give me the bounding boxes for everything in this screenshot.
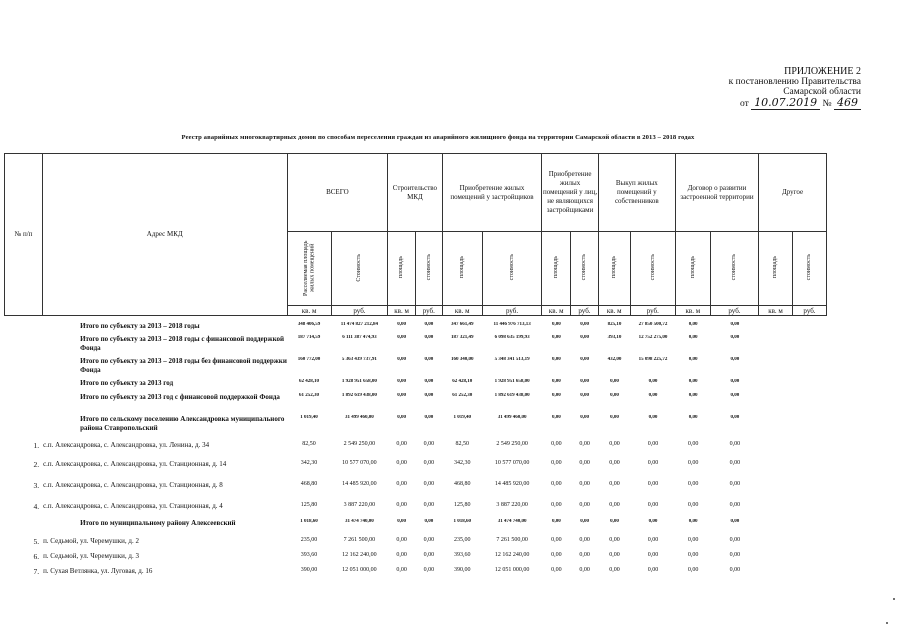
row-address: Итого по субъекту за 2013 – 2018 годы с финансовой поддержкой Фонда [80, 335, 285, 352]
row-value-cell: 0,00 [648, 519, 658, 524]
unit-rub: руб. [415, 306, 442, 316]
row-empty-cell [759, 552, 793, 567]
row-empty-cell [759, 393, 793, 415]
row-value-cell: 0,00 [687, 481, 699, 487]
row-value-cell: 0,00 [730, 322, 740, 327]
row-value-cell: 235,00 [300, 537, 318, 543]
row-value-cell: 0,00 [610, 379, 619, 384]
row-number [4, 393, 42, 415]
register-header-table [4, 153, 827, 316]
appendix-block [729, 67, 861, 109]
scan-speck [886, 622, 888, 624]
row-empty-cell [793, 415, 827, 441]
row-value-cell: 0,00 [687, 537, 699, 543]
row-value-cell: 11 474 827 212,84 [340, 322, 379, 327]
group-construction-header: Строительство МКД [388, 154, 442, 232]
row-value-cell: 1 019,40 [300, 415, 318, 420]
row-value-cell: 0,00 [610, 393, 619, 398]
row-value-cell: 1 018,60 [300, 519, 318, 524]
row-value-cell: 390,00 [454, 567, 471, 573]
row-number: 1. [33, 441, 40, 450]
row-value-cell: 82,50 [455, 441, 469, 447]
address-header: Адрес МКД [43, 154, 288, 316]
row-value-cell: 0,00 [551, 379, 561, 384]
subheader-cost: стоимость [710, 232, 758, 306]
row-empty-cell [793, 441, 827, 460]
row-value-cell: 5 363 439 737,91 [341, 357, 377, 362]
row-value-cell: 0,00 [688, 357, 698, 362]
row-empty-cell [759, 481, 793, 502]
row-value-cell: 0,00 [579, 441, 590, 447]
row-value-cell: 0,00 [688, 393, 698, 398]
row-number [4, 519, 42, 537]
row-address: Итого по субъекту за 2013 – 2018 годы без финансовой поддержки Фонда [80, 357, 287, 374]
row-value-cell: 0,00 [729, 502, 741, 508]
row-value-cell: 0,00 [609, 567, 620, 573]
row-value-cell: 14 485 920,00 [342, 481, 377, 487]
unit-rub: руб. [331, 306, 388, 316]
row-empty-cell [793, 502, 827, 519]
row-number: 5. [33, 537, 40, 546]
subheader-area: площадь [388, 232, 416, 306]
subheader-area: площадь [442, 232, 482, 306]
row-value-cell: 0,00 [397, 357, 406, 362]
row-value-cell: 62 428,10 [452, 379, 473, 384]
row-value-cell: 0,00 [396, 441, 407, 447]
row-value-cell: 31 499 460,00 [345, 415, 374, 420]
group-developers-header: Приобретение жилых помещений у застройщиков [442, 154, 542, 232]
row-value-cell: 160 340,00 [451, 357, 474, 362]
row-value-cell: 0,00 [580, 322, 590, 327]
unit-m: кв. м [388, 306, 416, 316]
row-value-cell: 1 018,60 [453, 519, 471, 524]
row-value-cell: 0,00 [648, 379, 658, 384]
row-value-cell: 0,00 [609, 502, 620, 508]
row-value-cell: 0,00 [579, 502, 590, 508]
row-value-cell: 0,00 [730, 519, 740, 524]
row-value-cell: 12 162 240,00 [494, 552, 530, 558]
row-value-cell: 393,10 [607, 335, 622, 340]
row-value-cell: 0,00 [609, 481, 620, 487]
row-empty-cell [793, 335, 827, 357]
row-value-cell: 0,00 [580, 379, 590, 384]
row-empty-cell [759, 537, 793, 552]
row-value-cell: 0,00 [423, 460, 435, 466]
row-address: Итого по субъекту за 2013 год [80, 379, 174, 387]
appendix-line-2: Самарской области [783, 87, 861, 97]
subheader-cost: стоимость [415, 232, 442, 306]
row-value-cell: 5 348 341 513,19 [494, 357, 530, 362]
row-value-cell: 0,00 [729, 460, 741, 466]
subheader-area: площадь [675, 232, 710, 306]
row-address: с.п. Александровка, с. Александровка, ул. Станционная, д. 8 [43, 481, 223, 489]
row-value-cell: 348 406,59 [297, 322, 321, 327]
appendix-title: ПРИЛОЖЕНИЕ 2 [784, 66, 861, 77]
subheader-area: площадь [759, 232, 793, 306]
row-value-cell: 0,00 [688, 379, 698, 384]
row-value-cell: 6 111 387 474,93 [342, 335, 377, 340]
row-number [4, 322, 42, 335]
row-value-cell: 0,00 [423, 537, 435, 543]
row-value-cell: 1 892 619 438,00 [341, 393, 377, 398]
total-row [4, 393, 827, 415]
row-value-cell: 2 549 250,00 [343, 441, 376, 447]
row-value-cell: 393,60 [454, 552, 471, 558]
row-value-cell: 0,00 [551, 335, 561, 340]
row-value-cell: 0,00 [424, 519, 434, 524]
row-value-cell: 0,00 [687, 502, 699, 508]
group-other-header: Другое [759, 154, 827, 232]
num-header: № п/п [5, 154, 43, 316]
row-value-cell: 0,00 [423, 481, 435, 487]
row-value-cell: 0,00 [729, 567, 741, 573]
table-row [4, 441, 827, 460]
row-value-cell: 12 752 275,00 [638, 335, 668, 340]
table-row [4, 502, 827, 519]
row-value-cell: 0,00 [551, 357, 561, 362]
row-value-cell: 0,00 [609, 537, 620, 543]
row-value-cell: 0,00 [647, 537, 659, 543]
row-value-cell: 62 428,10 [299, 379, 319, 384]
row-value-cell: 0,00 [423, 502, 435, 508]
row-value-cell: 187 321,49 [451, 335, 474, 340]
group-buyout-header: Выкуп жилых помещений у собственников [598, 154, 675, 232]
row-value-cell: 0,00 [729, 441, 741, 447]
row-value-cell: 0,00 [579, 481, 590, 487]
row-value-cell: 12 162 240,00 [342, 552, 377, 558]
row-empty-cell [759, 502, 793, 519]
row-value-cell: 0,00 [551, 552, 562, 558]
row-value-cell: 0,00 [729, 537, 741, 543]
row-value-cell: 0,00 [688, 415, 698, 420]
group-total-header: ВСЕГО [287, 154, 388, 232]
row-value-cell: 0,00 [729, 552, 741, 558]
row-value-cell: 0,00 [647, 502, 659, 508]
row-value-cell: 0,00 [396, 537, 407, 543]
row-value-cell: 0,00 [688, 519, 698, 524]
row-value-cell: 0,00 [397, 393, 406, 398]
row-value-cell: 61 252,30 [299, 393, 319, 398]
row-value-cell: 0,00 [609, 441, 620, 447]
row-value-cell: 0,00 [551, 322, 561, 327]
row-value-cell: 3 887 220,00 [343, 502, 376, 508]
row-value-cell: 0,00 [647, 481, 659, 487]
row-value-cell: 342,30 [300, 460, 318, 466]
row-empty-cell [793, 519, 827, 537]
row-value-cell: 0,00 [397, 519, 406, 524]
row-value-cell: 0,00 [397, 379, 406, 384]
row-address: п. Седьмой, ул. Черемушки, д. 2 [43, 537, 139, 545]
subheader-cost: стоимость [482, 232, 542, 306]
row-value-cell: 0,00 [579, 537, 590, 543]
row-value-cell: 82,50 [302, 441, 316, 447]
total-row [4, 335, 827, 357]
subheader-area: площадь [542, 232, 571, 306]
row-value-cell: 390,00 [300, 567, 318, 573]
row-value-cell: 0,00 [688, 335, 698, 340]
unit-rub: руб. [630, 306, 675, 316]
subheader-cost: стоимость [792, 232, 826, 306]
row-value-cell: 0,00 [424, 393, 434, 398]
row-value-cell: 0,00 [424, 357, 434, 362]
row-value-cell: 0,00 [396, 567, 407, 573]
row-number: 3. [33, 481, 40, 490]
row-number: 4. [33, 502, 40, 511]
row-value-cell: 0,00 [396, 460, 407, 466]
row-value-cell: 0,00 [396, 502, 407, 508]
row-value-cell: 0,00 [423, 441, 435, 447]
unit-m: кв. м [287, 306, 331, 316]
row-address: Итого по субъекту за 2013 год с финансовой поддержкой Фонда [80, 393, 280, 401]
row-empty-cell [793, 567, 827, 582]
table-row [4, 460, 827, 481]
subheader-area: площадь [598, 232, 630, 306]
group-development-header: Договор о развитии застроенной территории [675, 154, 758, 232]
row-value-cell: 0,00 [551, 502, 562, 508]
row-value-cell: 0,00 [396, 481, 407, 487]
row-value-cell: 0,00 [424, 335, 434, 340]
row-value-cell: 0,00 [397, 335, 406, 340]
row-value-cell: 0,00 [551, 537, 562, 543]
unit-m: кв. м [759, 306, 793, 316]
row-value-cell: 0,00 [424, 379, 434, 384]
row-value-cell: 11 446 976 713,13 [493, 322, 531, 327]
register-body-table [4, 322, 827, 582]
row-value-cell: 27 850 500,72 [638, 322, 668, 327]
unit-rub: руб. [710, 306, 758, 316]
row-value-cell: 1 928 951 658,00 [494, 379, 530, 384]
row-empty-cell [793, 357, 827, 379]
row-value-cell: 0,00 [609, 460, 620, 466]
row-empty-cell [759, 357, 793, 379]
row-value-cell: 0,00 [647, 441, 659, 447]
row-value-cell: 0,00 [551, 393, 561, 398]
row-number [4, 357, 42, 379]
row-address: с.п. Александровка, с. Александровка, ул. Станционная, д. 4 [43, 502, 223, 510]
row-value-cell: 0,00 [423, 552, 435, 558]
row-value-cell: 7 261 500,00 [343, 537, 376, 543]
row-value-cell: 347 661,49 [451, 322, 474, 327]
row-value-cell: 6 098 635 199,93 [494, 335, 530, 340]
subheader-total-cost: Стоимость [331, 232, 388, 306]
row-empty-cell [793, 481, 827, 502]
total-row [4, 322, 827, 335]
row-empty-cell [793, 552, 827, 567]
subheader-cost: стоимость [571, 232, 599, 306]
row-empty-cell [759, 335, 793, 357]
row-value-cell: 0,00 [687, 567, 699, 573]
row-number [4, 415, 42, 441]
row-empty-cell [793, 537, 827, 552]
row-value-cell: 0,00 [730, 415, 740, 420]
total-row [4, 357, 827, 379]
row-empty-cell [759, 567, 793, 582]
row-value-cell: 0,00 [396, 552, 407, 558]
row-number: 2. [33, 460, 40, 469]
row-value-cell: 0,00 [580, 335, 590, 340]
row-value-cell: 14 485 920,00 [494, 481, 530, 487]
table-row [4, 481, 827, 502]
row-address: Итого по муниципальному району Алексеевский [80, 519, 236, 527]
row-address: Итого по субъекту за 2013 – 2018 годы [80, 322, 200, 330]
row-value-cell: 0,00 [579, 460, 590, 466]
row-value-cell: 0,00 [688, 322, 698, 327]
row-empty-cell [759, 460, 793, 481]
total-row [4, 379, 827, 393]
unit-m: кв. м [675, 306, 710, 316]
row-number [4, 379, 42, 393]
row-empty-cell [793, 393, 827, 415]
row-address: Итого по сельскому поселению Александровка муниципального района Ставропольский [80, 415, 285, 432]
row-empty-cell [793, 379, 827, 393]
row-value-cell: 825,10 [607, 322, 622, 327]
row-value-cell: 0,00 [730, 379, 740, 384]
row-value-cell: 3 887 220,00 [496, 502, 528, 508]
row-number [4, 335, 42, 357]
row-empty-cell [793, 322, 827, 335]
row-number: 6. [33, 552, 40, 561]
row-value-cell: 468,80 [300, 481, 318, 487]
row-value-cell: 0,00 [551, 441, 562, 447]
row-value-cell: 432,00 [607, 357, 622, 362]
row-value-cell: 0,00 [687, 460, 699, 466]
row-value-cell: 0,00 [687, 441, 699, 447]
row-value-cell: 0,00 [730, 393, 740, 398]
row-value-cell: 0,00 [424, 322, 434, 327]
subheader-total-area: Расселяемая площадь жилых помещений [287, 232, 331, 306]
scan-speck [893, 598, 895, 600]
row-value-cell: 160 772,00 [297, 357, 321, 362]
unit-rub: руб. [792, 306, 826, 316]
row-value-cell: 0,00 [648, 415, 658, 420]
row-value-cell: 10 577 070,00 [342, 460, 377, 466]
row-value-cell: 0,00 [580, 393, 590, 398]
row-value-cell: 0,00 [580, 357, 590, 362]
row-value-cell: 0,00 [551, 567, 562, 573]
row-value-cell: 1 892 619 438,00 [494, 393, 530, 398]
row-value-cell: 235,00 [454, 537, 471, 543]
row-number: 7. [33, 567, 40, 576]
row-value-cell: 15 098 225,72 [638, 357, 668, 362]
appendix-line-1: к постановлению Правительства [728, 77, 861, 87]
row-empty-cell [759, 379, 793, 393]
row-value-cell: 0,00 [730, 357, 740, 362]
row-value-cell: 61 252,30 [452, 393, 473, 398]
row-value-cell: 10 577 070,00 [494, 460, 530, 466]
row-value-cell: 0,00 [579, 567, 590, 573]
row-value-cell: 0,00 [551, 519, 561, 524]
date-value: 10.07.2019 [751, 96, 820, 110]
appendix-date-line [729, 98, 861, 109]
row-value-cell: 468,80 [454, 481, 471, 487]
unit-m: кв. м [442, 306, 482, 316]
row-value-cell: 0,00 [687, 552, 699, 558]
row-value-cell: 0,00 [397, 415, 406, 420]
row-value-cell: 0,00 [579, 552, 590, 558]
row-value-cell: 0,00 [551, 460, 562, 466]
row-value-cell: 0,00 [424, 415, 434, 420]
unit-rub: руб. [571, 306, 599, 316]
row-value-cell: 0,00 [648, 393, 658, 398]
row-empty-cell [759, 322, 793, 335]
row-value-cell: 0,00 [730, 335, 740, 340]
total-row [4, 519, 827, 537]
row-address: с.п. Александровка, с. Александровка, ул. Ленина, д. 34 [43, 441, 210, 449]
row-value-cell: 0,00 [610, 519, 619, 524]
row-address: п. Седьмой, ул. Черемушки, д. 3 [43, 552, 139, 560]
row-value-cell: 187 714,59 [297, 335, 321, 340]
row-value-cell: 1 019,40 [453, 415, 471, 420]
row-value-cell: 0,00 [551, 481, 562, 487]
register-title: Реестр аварийных многоквартирных домов по способам переселения граждан из аварийного жилищного фонда на территории Самарской области в 2013 – 2018 годах [181, 134, 695, 141]
row-value-cell: 0,00 [609, 552, 620, 558]
row-value-cell: 0,00 [647, 460, 659, 466]
unit-rub: руб. [482, 306, 542, 316]
row-empty-cell [793, 460, 827, 481]
row-value-cell: 0,00 [397, 322, 406, 327]
row-value-cell: 12 051 000,00 [342, 567, 377, 573]
row-address: п. Сухая Ветлянка, ул. Луговая, д. 16 [43, 567, 153, 575]
row-value-cell: 31 474 740,00 [497, 519, 527, 524]
row-value-cell: 31 474 740,00 [345, 519, 374, 524]
row-value-cell: 12 051 000,00 [494, 567, 530, 573]
row-value-cell: 342,30 [454, 460, 471, 466]
row-value-cell: 0,00 [610, 415, 619, 420]
row-empty-cell [759, 519, 793, 537]
row-address: с.п. Александровка, с. Александровка, ул. Станционная, д. 14 [43, 460, 227, 468]
number-value: 469 [834, 96, 861, 110]
row-value-cell: 125,80 [454, 502, 471, 508]
row-value-cell: 0,00 [647, 552, 659, 558]
row-value-cell: 0,00 [551, 415, 561, 420]
number-prefix: № [822, 99, 832, 109]
subheader-cost: стоимость [630, 232, 675, 306]
row-empty-cell [759, 415, 793, 441]
date-prefix: от [740, 99, 749, 109]
table-row [4, 552, 827, 567]
row-empty-cell [759, 441, 793, 460]
total-row [4, 415, 827, 441]
row-value-cell: 1 928 951 658,00 [341, 379, 377, 384]
table-row [4, 537, 827, 552]
row-value-cell: 7 261 500,00 [496, 537, 528, 543]
row-value-cell: 0,00 [729, 481, 741, 487]
row-value-cell: 0,00 [580, 519, 590, 524]
row-value-cell: 393,60 [300, 552, 318, 558]
row-value-cell: 31 499 460,00 [497, 415, 527, 420]
row-value-cell: 0,00 [423, 567, 435, 573]
row-value-cell: 125,80 [300, 502, 318, 508]
unit-m: кв. м [542, 306, 571, 316]
table-row [4, 567, 827, 582]
unit-m: кв. м [598, 306, 630, 316]
row-value-cell: 0,00 [580, 415, 590, 420]
row-value-cell: 0,00 [647, 567, 659, 573]
row-value-cell: 2 549 250,00 [496, 441, 528, 447]
group-non-developers-header: Приобретение жилых помещений у лиц, не являющихся застройщиками [542, 154, 599, 232]
